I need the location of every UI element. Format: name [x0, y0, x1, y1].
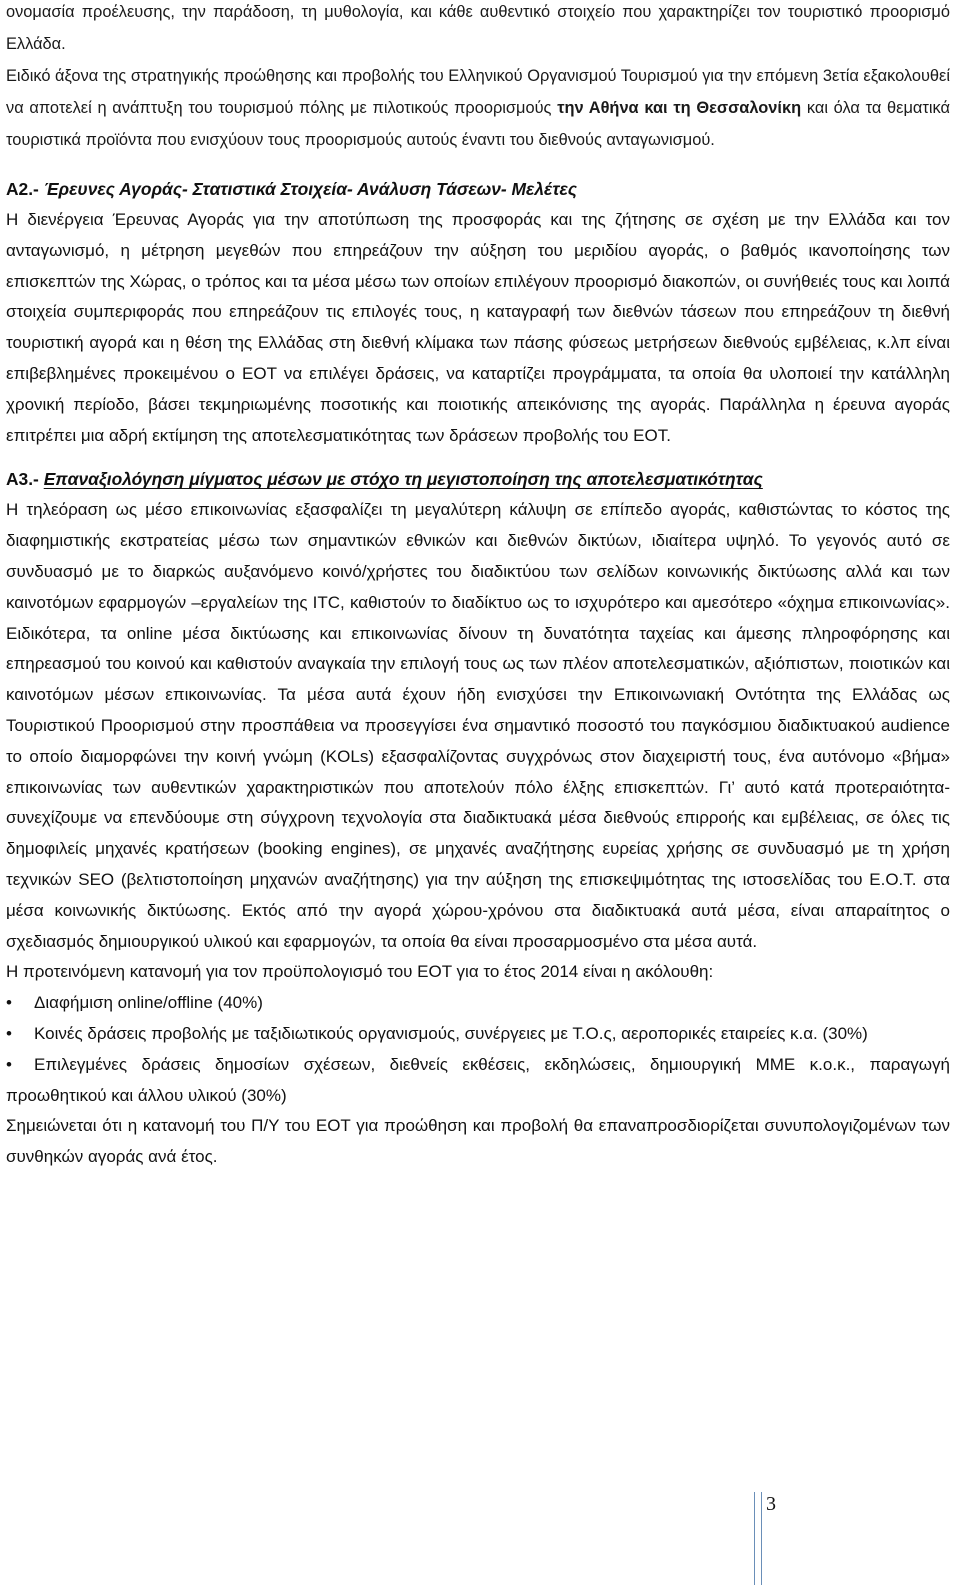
section-a3-heading	[6, 464, 950, 495]
thessaloniki-highlight: τη Θεσσαλονίκη	[673, 99, 802, 117]
and-highlight: και	[644, 99, 668, 117]
section-a3-body-text: Η τηλεόραση ως μέσο επικοινωνίας εξασφαλίζει τη μεγαλύτερη κάλυψη σε επίπεδο αγοράς, καθιστώντας το κόστος της διαφημιστικής εκστρατείας μέσω των σημαντικών εθνικών και διεθνών δικτύων, ιδιαίτερα υψηλό. Το γεγονός αυτό σε συνδυασμό με το διαρκώς αυξανόμενο κοινό/χρήστες του διαδικτύου των σελίδων κοινωνικής δικτύωσης αλλά και των καινοτόμων εφαρμογών –εργαλείων της ΙΤC, καθιστούν το διαδίκτυο ως το ισχυρότερο και αμεσότερο «όχημα επικοινωνίας». Ειδικότερα, τα online μέσα δικτύωσης και επικοινωνίας δίνουν τη δυνατότητα ταχείας και άμεσης πληροφόρησης και επηρεασμού του κοινού και καθιστούν αναγκαία την επιλογή τους ως των πλέον αποτελεσματικών, αξιόπιστων, ποιοτικών και καινοτόμων μέσων επικοινωνίας. Τα μέσα αυτά έχουν ήδη ενισχύσει την Επικοινωνιακή Οντότητα της Ελλάδας ως Τουριστικού Προορισμού στην προσπάθεια να προσεγγίσει ένα σημαντικό ποσοστό του παγκόσμιου διαδικτυακού audience το οποίο διαμορφώνει την κοινή γνώμη (KOLs) εξασφαλίζοντας συγχρόνως στον διαχειριστή τους, ένα αυτόνομο «βήμα» επικοινωνίας των αυθεντικών χαρακτηριστικών που αποτελούν πόλο έλξης επισκεπτών. Γι’ αυτό κατά προτεραιότητα- συνεχίζουμε να επενδύουμε στη σύγχρονη τεχνολογία στα διαδικτυακά μέσα διεθνούς επιρροής και εμβέλειας, σε όλες τις δημοφιλείς μηχανές κρατήσεων (booking engines), σε μηχανές αναζήτησης ευρείας χρήσης σε συνδυασμό με τη χρήση τεχνικών SEO (βελτιστοποίηση μηχανών αναζήτησης) για την αύξηση της επισκεψιμότητας της ιστοσελίδας του Ε.Ο.Τ. στα μέσα κοινωνικής δικτύωσης. Εκτός από την αγορά χώρου-χρόνου στα διαδικτυακά αυτά μέσα, είναι απαραίτητος ο σχεδιασμός δημιουργικού υλικού και εφαρμογών, τα οποία θα είναι προσαρμοσμένο στα μέσα αυτά.	[6, 500, 950, 951]
section-a2-body-text: Η διενέργεια Έρευνας Αγοράς για την αποτύπωση της προσφοράς και της ζήτησης σε σχέση με την Ελλάδα και τον ανταγωνισμό, η μέτρηση μεγεθών που επηρεάζουν την αύξηση του μεριδίου αγοράς, ο βαθμός ικανοποίησης των επισκεπτών της Χώρας, ο τρόπος και τα μέσα μέσω των οποίων επιλέγουν προορισμό διακοπών, οι συνήθειές τους και λοιπά στοιχεία συμπεριφοράς που επηρεάζουν τις επιλογές τους, η καταγραφή των διεθνών τάσεων που επηρεάζουν τη διεθνή τουριστική αγορά και η θέση της Ελλάδας στη διεθνή κλίμακα των πάσης φύσεως μετρήσεων διεθνούς εμβέλειας, κ.λπ είναι επιβεβλημένες προκειμένου ο ΕΟΤ να επιλέγει δράσεις, να καταρτίζει προγράμματα, τα οποία θα υλοποιεί την κατάλληλη χρονική περίοδο, βάσει τεκμηριωμένης ποσοτικής και ποιοτικής απεικόνισης της αγοράς. Παράλληλα η έρευνα αγοράς επιτρέπει μια αδρή εκτίμηση της αποτελεσματικότητας των δράσεων προβολής του ΕΟΤ.	[6, 210, 950, 445]
intro-text-1: ονομασία προέλευσης, την παράδοση, τη μυθολογία, και κάθε αυθεντικό στοιχείο που χαρακτηρίζει τον τουριστικό προορισμό Ελλάδα.	[6, 3, 950, 53]
bullet-item-1	[6, 988, 950, 1019]
bullet-item-2	[6, 1019, 950, 1050]
budget-intro-text: Η προτεινόμενη κατανομή για τον προϋπολογισμό του ΕΟΤ για το έτος 2014 είναι η ακόλουθη:	[6, 962, 714, 982]
budget-intro	[6, 957, 950, 988]
athens-highlight: την Αθήνα	[557, 99, 639, 117]
bullet-text-2: Κοινές δράσεις προβολής με ταξιδιωτικούς οργανισμούς, συνέργειες με Τ.Ο.ς, αεροπορικές εταιρείες κ.α. (30%)	[34, 1023, 868, 1043]
bullet-icon: •	[6, 993, 12, 1013]
closing-text: Σημειώνεται ότι η κατανομή του Π/Υ του ΕΟΤ για προώθηση και προβολή θα επαναπροσδιορίζεται συνυπολογιζομένων των συνθηκών αγοράς ανά έτος.	[6, 1116, 950, 1167]
intro-paragraph-2	[6, 60, 950, 156]
section-a2-title: Έρευνες Αγοράς- Στατιστικά Στοιχεία- Ανάλυση Τάσεων- Μελέτες	[43, 179, 578, 199]
section-a3-number: Α3.-	[6, 469, 39, 490]
bullet-text-1: Διαφήμιση online/offline (40%)	[34, 993, 263, 1013]
section-a3-body	[6, 495, 950, 957]
intro-text-2-start: Ειδικό άξονα της στρατηγικής προώθησης και προβολής του Ελληνικού Οργανισμού Τουρισμού για την επόμενη 3ετία εξακολουθεί να αποτελεί η ανάπτυξη του τουρισμού πόλης με πιλοτικούς προορισμούς	[6, 67, 950, 117]
section-a2-heading	[6, 174, 950, 205]
footer-divider	[754, 1492, 762, 1585]
bullet-icon: •	[6, 1023, 12, 1043]
bullet-icon: •	[6, 1054, 12, 1074]
page-number: 3	[766, 1493, 776, 1515]
bullet-item-3	[6, 1050, 950, 1112]
document-page	[6, 0, 950, 1173]
section-a2-number: Α2.-	[6, 179, 39, 199]
intro-text-2-end: και όλα τα θεματικά τουριστικά προϊόντα που ενισχύουν τους προορισμούς αυτούς έναντι του διεθνούς ανταγωνισμού.	[6, 99, 950, 149]
bullet-text-3: Επιλεγμένες δράσεις δημοσίων σχέσεων, διεθνείς εκθέσεις, εκδηλώσεις, δημιουργική ΜΜΕ κ.ο.κ., παραγωγή προωθητικού και άλλου υλικού (30%)	[6, 1054, 950, 1105]
intro-paragraph-1	[6, 0, 950, 60]
section-a2-body	[6, 205, 950, 451]
section-a3-title: Επαναξιολόγηση μίγματος μέσων με στόχο τη μεγιστοποίηση της αποτελεσματικότητας	[43, 469, 763, 490]
closing-paragraph	[6, 1111, 950, 1173]
